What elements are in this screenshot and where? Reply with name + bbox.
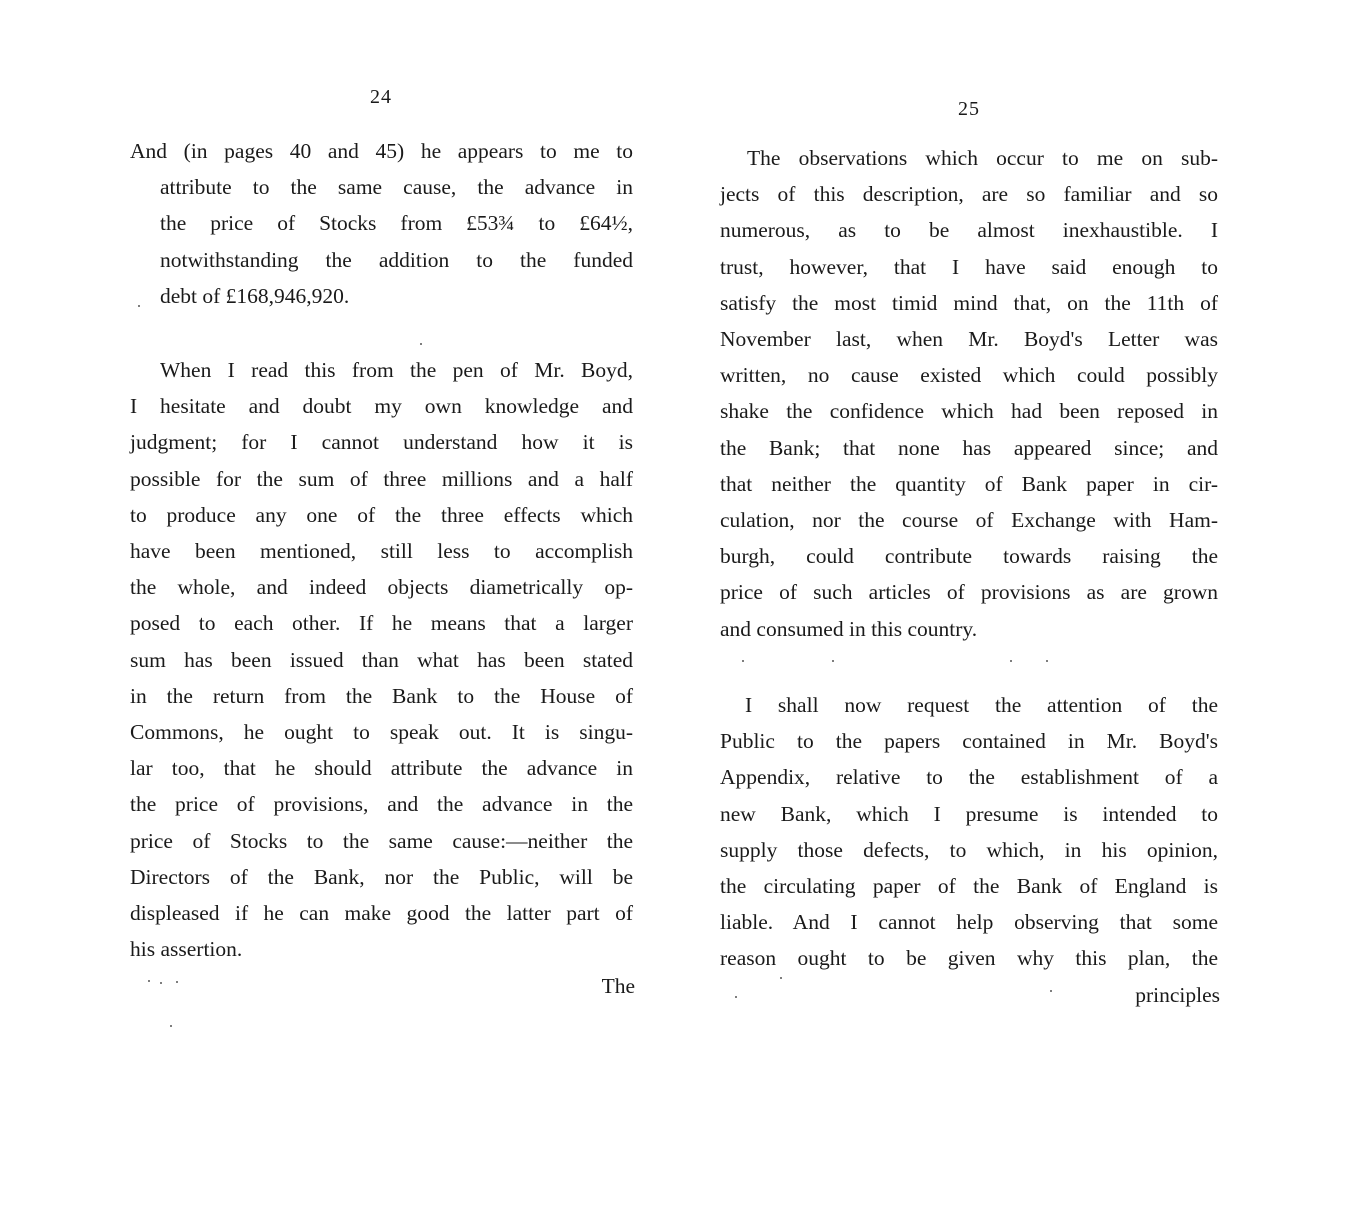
text-line: the Bank; that none has appeared since; and: [720, 435, 1218, 460]
text-line: culation, nor the course of Exchange with Ham-: [720, 508, 1218, 533]
text-line: I hesitate and doubt my own knowledge and: [130, 394, 633, 419]
scan-speck: [1046, 660, 1048, 662]
text-line: the circulating paper of the Bank of England is: [720, 874, 1218, 899]
text-line: posed to each other. If he means that a larger: [130, 611, 633, 636]
scan-speck: [1050, 990, 1052, 992]
text-line: the price of provisions, and the advance in the: [130, 792, 633, 817]
catchword-right: principles: [1135, 983, 1220, 1007]
text-line: attribute to the same cause, the advance in: [160, 175, 633, 200]
text-line: When I read this from the pen of Mr. Boyd,: [160, 358, 633, 382]
text-line: possible for the sum of three millions and a half: [130, 466, 633, 491]
text-line: burgh, could contribute towards raising the: [720, 544, 1218, 569]
text-line: I shall now request the attention of the: [745, 693, 1218, 717]
scan-speck: [1010, 660, 1012, 662]
right-paragraph-1: [720, 140, 1218, 647]
page-number-left: 24: [370, 86, 392, 108]
text-line: Commons, he ought to speak out. It is singu-: [130, 720, 633, 745]
text-line: price of Stocks to the same cause:—neither the: [130, 828, 633, 853]
text-line: satisfy the most timid mind that, on the 11th of: [720, 290, 1218, 315]
text-line: jects of this description, are so familiar and so: [720, 182, 1218, 207]
text-line: supply those defects, to which, in his opinion,: [720, 837, 1218, 862]
text-line: Appendix, relative to the establishment of a: [720, 765, 1218, 790]
scan-speck: [832, 660, 834, 662]
scan-speck: [735, 996, 737, 998]
text-line: to produce any one of the three effects which: [130, 502, 633, 527]
text-line: numerous, as to be almost inexhaustible. I: [720, 218, 1218, 243]
text-line: new Bank, which I presume is intended to: [720, 801, 1218, 826]
scan-speck: [780, 977, 782, 979]
text-line: trust, however, that I have said enough to: [720, 254, 1218, 279]
text-line: displeased if he can make good the latter part of: [130, 901, 633, 926]
text-line: November last, when Mr. Boyd's Letter was: [720, 327, 1218, 352]
text-line: The observations which occur to me on sub-: [747, 146, 1218, 170]
left-paragraph-1: [130, 133, 633, 314]
text-line: Directors of the Bank, nor the Public, will be: [130, 864, 633, 889]
scan-speck: [176, 981, 178, 983]
text-line: debt of £168,946,920.: [160, 283, 350, 308]
text-line: reason ought to be given why this plan, the: [720, 946, 1218, 971]
scan-speck: [148, 980, 150, 982]
right-paragraph-2: [720, 687, 1218, 977]
text-line: and consumed in this country.: [720, 616, 978, 641]
text-line: notwithstanding the addition to the funded: [160, 247, 633, 272]
scan-speck: [138, 305, 140, 307]
text-line: his assertion.: [130, 937, 243, 962]
text-line: liable. And I cannot help observing that some: [720, 910, 1218, 935]
text-line: Public to the papers contained in Mr. Boyd's: [720, 729, 1218, 754]
scan-speck: [742, 660, 744, 662]
text-line: lar too, that he should attribute the advance in: [130, 756, 633, 781]
text-line: that neither the quantity of Bank paper in cir-: [720, 471, 1218, 496]
text-line: price of such articles of provisions as are grown: [720, 580, 1218, 605]
text-line: in the return from the Bank to the House of: [130, 683, 633, 708]
page-number-right: 25: [958, 98, 980, 120]
text-line: shake the confidence which had been reposed in: [720, 399, 1218, 424]
left-paragraph-2: [130, 352, 633, 967]
text-line: the price of Stocks from £53¾ to £64½,: [160, 211, 633, 236]
text-line: judgment; for I cannot understand how it is: [130, 430, 633, 455]
text-line: written, no cause existed which could possibly: [720, 363, 1218, 388]
text-line: sum has been issued than what has been stated: [130, 647, 633, 672]
scan-speck: [170, 1025, 172, 1027]
text-line: And (in pages 40 and 45) he appears to me to: [130, 139, 633, 163]
scan-speck: [420, 343, 422, 345]
scan-speck: [160, 982, 162, 984]
text-line: the whole, and indeed objects diametrically op-: [130, 575, 633, 600]
text-line: have been mentioned, still less to accomplish: [130, 539, 633, 564]
catchword-left: The: [601, 974, 635, 998]
